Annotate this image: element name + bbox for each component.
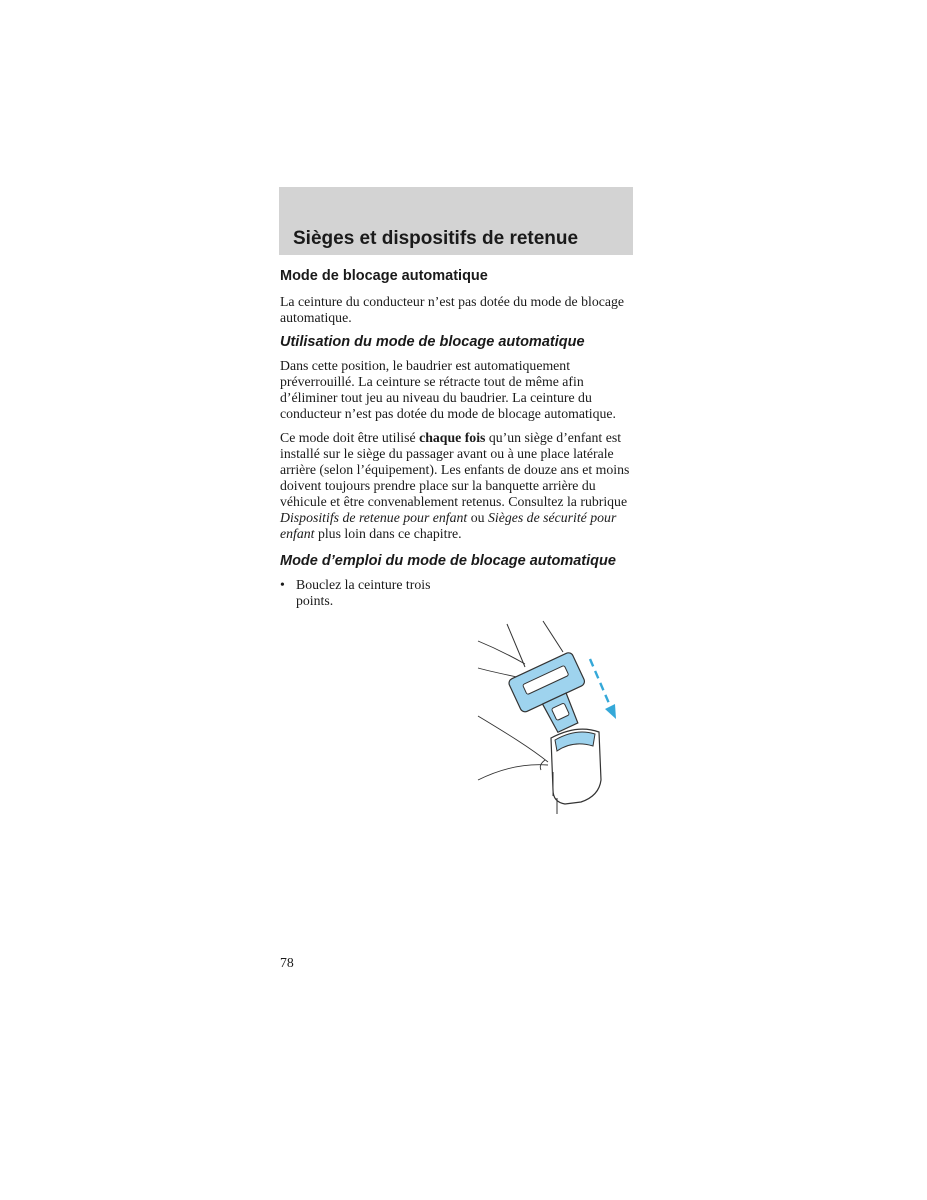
section-heading-automatic-lock: Mode de blocage automatique [280,268,488,284]
main-content [280,268,635,609]
list-item [280,577,635,609]
paragraph-driver-belt: La ceinture du conducteur n’est pas dotée du mode de blocage automatique. [280,294,625,325]
seatbelt-buckle-illustration [473,620,633,815]
paragraph-position: Dans cette position, le baudrier est automatiquement préverrouillé. La ceinture se rétracte tout de même afin d’éliminer tout jeu au niveau du baudrier. La ceinture du conducteur n’est pas dotée du mode de blocage automatique. [280,358,616,421]
reference-child-safety-seats: Sièges de sécurité pour enfant [280,510,617,541]
buckle-receiver-icon [551,729,601,814]
seat-outline-icon [478,641,548,780]
page-number: 78 [280,955,294,970]
subheading-using-mode: Utilisation du mode de blocage automatique [280,334,585,350]
list-item-text: Bouclez la ceinture trois points. [296,577,431,608]
bullet-icon: • [280,577,285,592]
paragraph-child-seat: Ce mode doit être utilisé chaque fois qu’un siège d’enfant est installé sur le siège du passager avant ou à une place latérale arrière (selon l’équipement). Les enfants de douze ans et moins doivent toujours prendre place sur la banquette arrière du véhicule et être convenablement retenus. Consultez la rubrique Dispositifs de retenue pour enfant ou Sièges de sécurité pour enfant plus loin dans ce chapitre. [280,430,630,541]
reference-child-restraints: Dispositifs de retenue pour enfant [280,510,468,525]
emphasis-each-time: chaque fois [419,430,486,445]
page-title: Sièges et dispositifs de retenue [293,228,579,249]
section-header-band [279,187,633,255]
insert-direction-arrow-icon [590,659,616,719]
subheading-instructions: Mode d’emploi du mode de blocage automatique [280,553,616,569]
